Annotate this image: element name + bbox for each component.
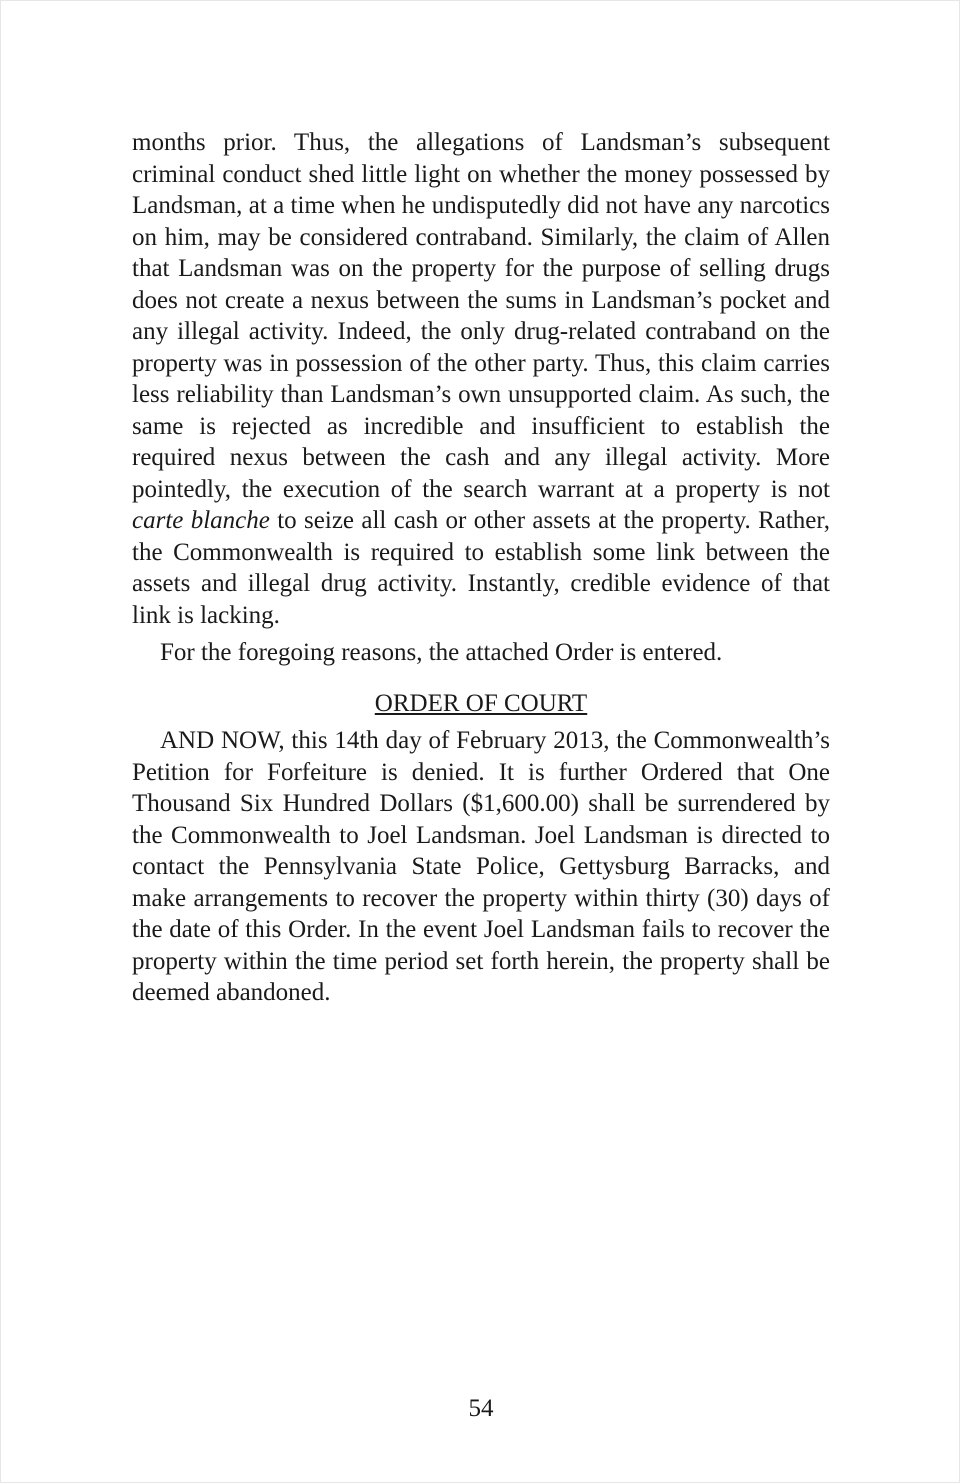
page-number: 54 xyxy=(468,1395,494,1422)
conclusion-paragraph: For the foregoing reasons, the attached Order is entered. xyxy=(160,639,723,666)
opinion-text-part-b: to seize all cash or other assets at the property. Rather, the Commonwealth is required to establish some link between the assets and illegal drug activity. Instantly, credible evidence of that link is lacking. xyxy=(132,507,830,629)
italic-phrase: carte blanche xyxy=(132,507,270,534)
order-heading: ORDER OF COURT xyxy=(374,689,588,717)
opinion-text-part-a: months prior. Thus, the allegations of Landsman’s subsequent criminal conduct shed little light on whether the money possessed by Landsman, at a time when he undisputedly did not have any narcotics on him, may be considered contraband. Similarly, the claim of Allen that Landsman was on the property for the purpose of selling drugs does not create a nexus between the sums in Landsman’s pocket and any illegal activity. Indeed, the only drug-related contraband on the property was in possession of the other party. Thus, this claim carries less reliability than Landsman’s own unsupported claim. As such, the same is rejected as incredible and insufficient to establish the required nexus between the cash and any illegal activity. More pointedly, the execution of the search warrant at a property is not xyxy=(132,129,830,503)
opinion-paragraph xyxy=(132,127,830,631)
document-body xyxy=(132,127,830,1009)
order-paragraph: AND NOW, this 14th day of February 2013, the Commonwealth’s Petition for Forfeiture is denied. It is further Ordered that One Thousand Six Hundred Dollars ($1,600.00) shall be surrendered by the Commonwealth to Joel Landsman. Joel Landsman is directed to contact the Pennsylvania State Police, Gettysburg Barracks, and make arrangements to recover the property within thirty (30) days of the date of this Order. In the event Joel Landsman fails to recover the property within the time period set forth herein, the property shall be deemed abandoned. xyxy=(132,727,830,1006)
